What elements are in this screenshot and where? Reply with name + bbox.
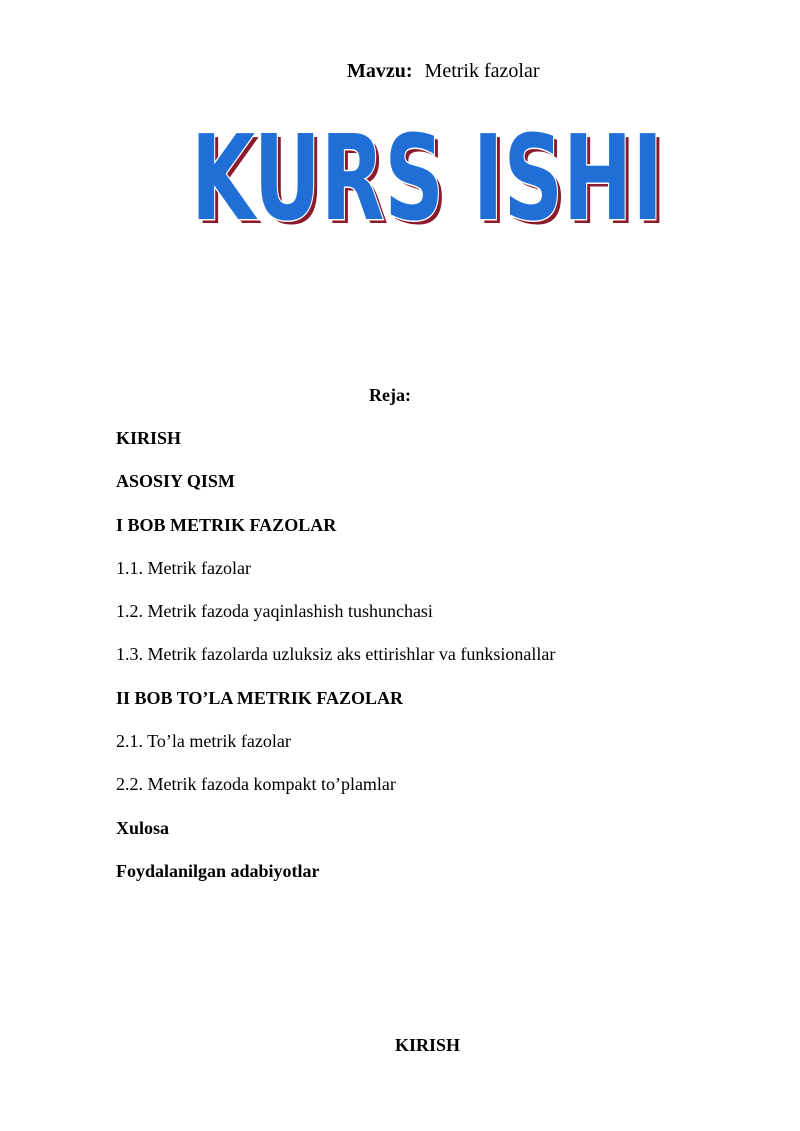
toc-item: KIRISH xyxy=(116,428,182,448)
toc-item: 2.1. To’la metrik fazolar xyxy=(116,731,291,752)
toc-item: 1.2. Metrik fazoda yaqinlashish tushunchasi xyxy=(116,601,433,622)
toc-item: 2.2. Metrik fazoda kompakt to’plamlar xyxy=(116,774,396,795)
toc-item: Xulosa xyxy=(116,817,170,838)
toc-item: II BOB TO’LA METRIK FAZOLAR xyxy=(116,687,404,708)
toc-item: Foydalanilgan adabiyotlar xyxy=(116,860,320,881)
title-wordart xyxy=(180,109,680,251)
topic-value: Metrik fazolar xyxy=(424,60,540,82)
title-wordart-text: KURS ISHI xyxy=(191,109,663,247)
title-wordart-shadow: KURS ISHI xyxy=(195,113,667,251)
table-of-contents xyxy=(116,426,756,902)
topic-label: Mavzu: xyxy=(347,60,413,82)
section-heading-kirish: KIRISH xyxy=(395,1035,461,1055)
plan-heading: Reja: xyxy=(369,385,411,405)
toc-item: ASOSIY QISM xyxy=(116,471,235,492)
toc-item: I BOB METRIK FAZOLAR xyxy=(116,514,337,535)
toc-item: 1.3. Metrik fazolarda uzluksiz aks ettirishlar va funksionallar xyxy=(116,644,556,665)
topic-line xyxy=(347,58,540,84)
toc-item: 1.1. Metrik fazolar xyxy=(116,557,251,578)
